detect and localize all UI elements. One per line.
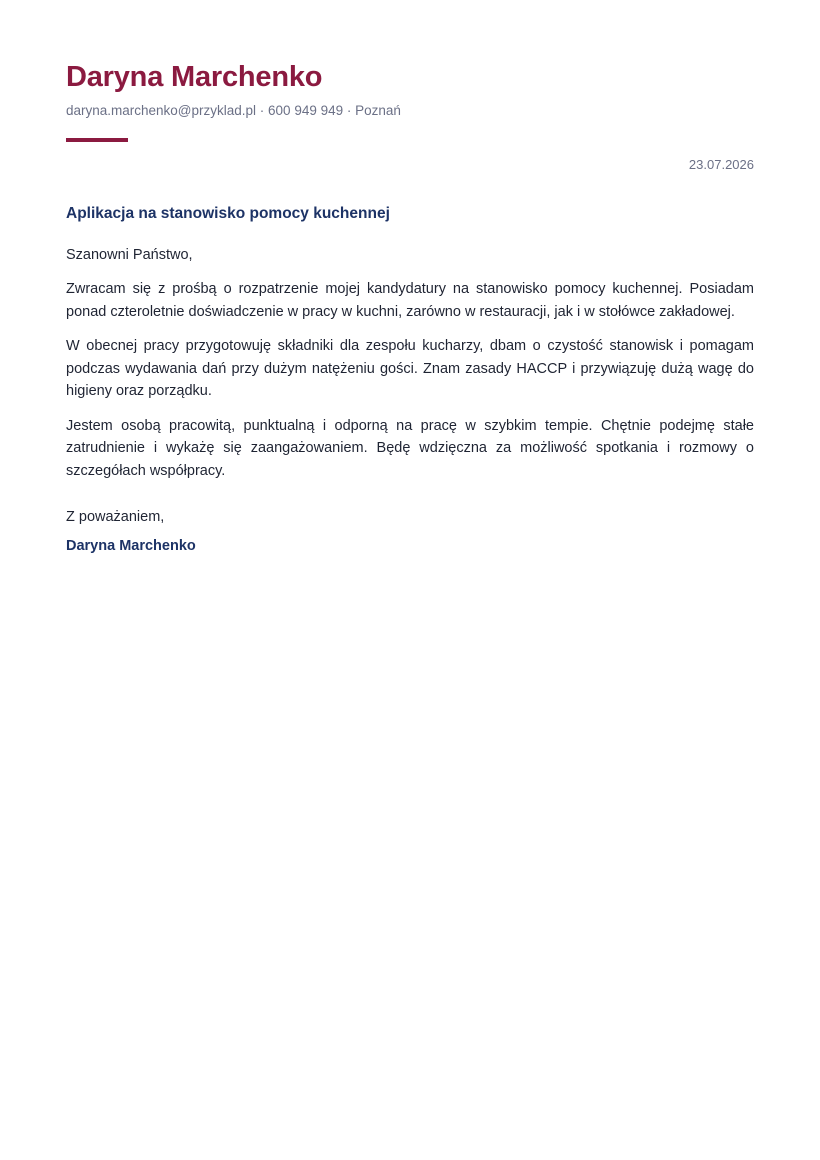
accent-divider [66, 138, 128, 142]
body-paragraph-1: Zwracam się z prośbą o rozpatrzenie mojej kandydatury na stanowisko pomocy kuchennej. Posiadam ponad czteroletnie doświadczenie w pracy w kuchni, zarówno w restauracji, jak i w stołówce zakładowej. [66, 281, 754, 320]
sender-contact-line: daryna.marchenko@przyklad.pl · 600 949 949 · Poznań [66, 103, 401, 118]
letter-date: 23.07.2026 [688, 157, 754, 172]
signature-name: Daryna Marchenko [66, 538, 196, 554]
letter-closing: Z poważaniem, [66, 509, 165, 525]
body-paragraph-2: W obecnej pracy przygotowuję składniki dla zespołu kucharzy, dbam o czystość stanowisk i pomagam podczas wydawania dań przy dużym natężeniu gości. Znam zasady HACCP i przywiązuję dużą wagę do higieny oraz porządku. [66, 338, 754, 399]
body-paragraph-3: Jestem osobą pracowitą, punktualną i odporną na pracę w szybkim tempie. Chętnie podejmę stałe zatrudnienie i wykażę się zaangażowaniem. Będę wdzięczna za możliwość spotkania i rozmowy o szczegółach współpracy. [66, 417, 754, 479]
sender-name: Daryna Marchenko [66, 61, 323, 93]
letter-subject: Aplikacja na stanowisko pomocy kuchennej [66, 205, 390, 222]
letter-salutation: Szanowni Państwo, [66, 247, 193, 263]
